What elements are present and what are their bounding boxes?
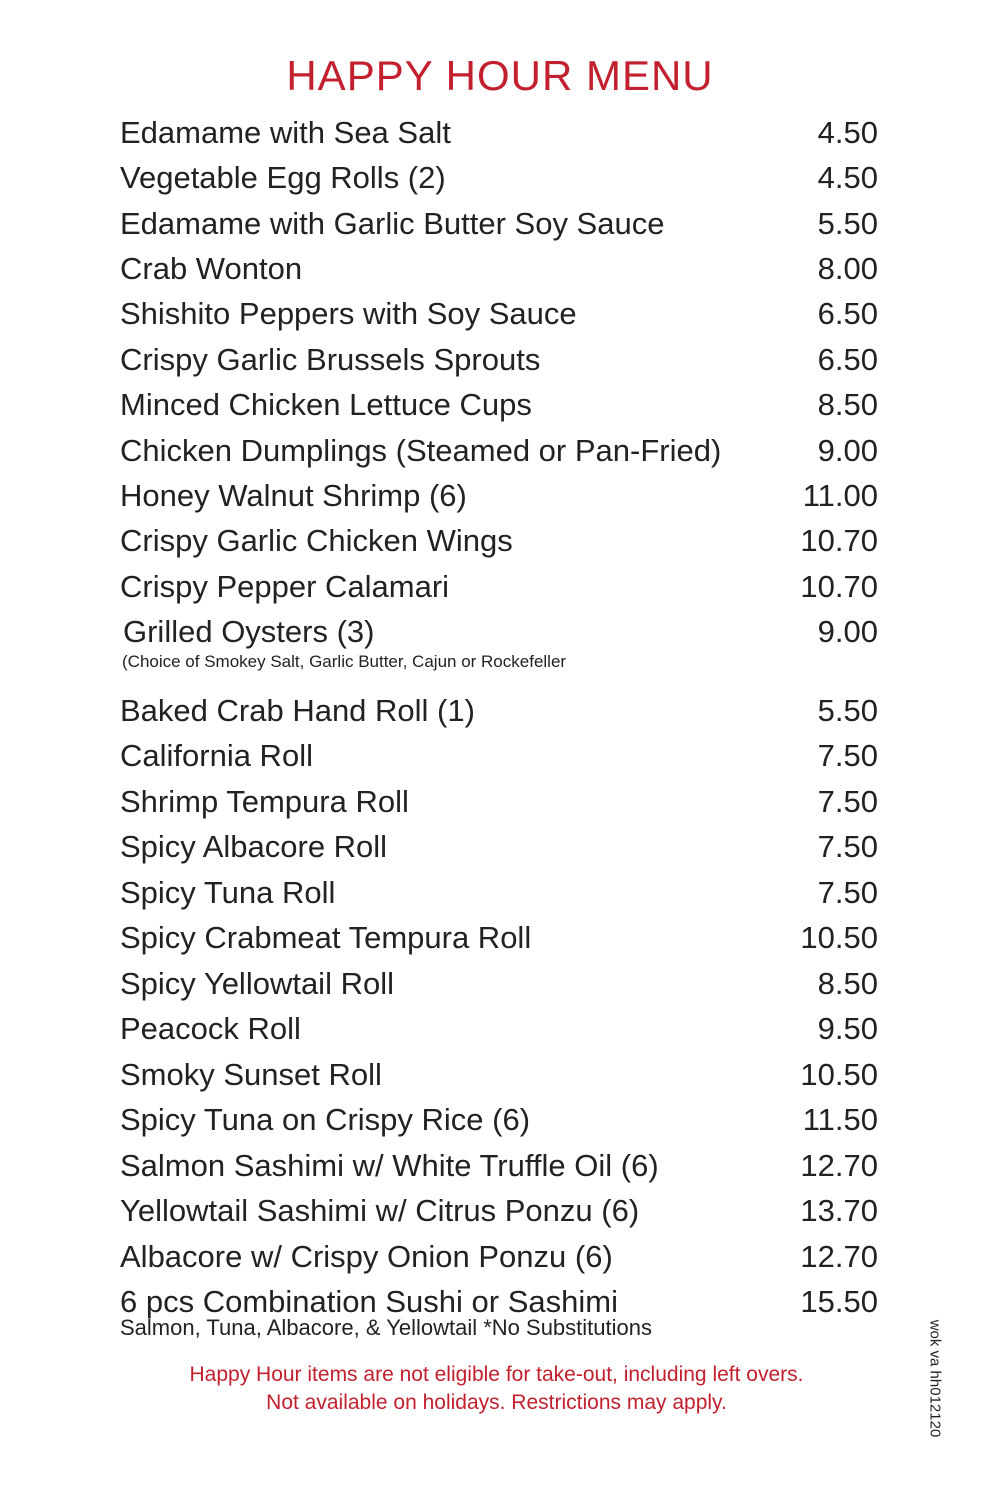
item-name: Spicy Tuna on Crispy Rice (6) xyxy=(120,1102,531,1137)
item-name: Shrimp Tempura Roll xyxy=(120,784,409,819)
menu-item xyxy=(120,382,880,427)
menu-item xyxy=(120,688,880,733)
item-name: Crispy Garlic Chicken Wings xyxy=(120,523,513,558)
item-name: Smoky Sunset Roll xyxy=(120,1057,382,1092)
item-price: 8.50 xyxy=(817,966,878,1001)
item-note: Salmon, Tuna, Albacore, & Yellowtail *No Substitutions xyxy=(120,1315,652,1340)
item-name: Crab Wonton xyxy=(120,251,303,286)
menu-item xyxy=(120,564,880,609)
item-name: Crispy Pepper Calamari xyxy=(120,569,450,604)
item-price: 15.50 xyxy=(800,1284,878,1319)
item-name: Spicy Crabmeat Tempura Roll xyxy=(120,920,532,955)
item-price: 4.50 xyxy=(817,160,878,195)
menu-item xyxy=(120,291,880,336)
item-price: 5.50 xyxy=(817,206,878,241)
item-name: Vegetable Egg Rolls (2) xyxy=(120,160,446,195)
menu-item xyxy=(120,1097,880,1142)
item-price: 13.70 xyxy=(800,1193,878,1228)
menu-item xyxy=(120,1006,880,1051)
item-price: 9.00 xyxy=(817,614,878,649)
footer-line: Not available on holidays. Restrictions may apply. xyxy=(266,1391,727,1414)
item-price: 4.50 xyxy=(817,115,878,150)
menu-item xyxy=(120,428,880,473)
item-name: Honey Walnut Shrimp (6) xyxy=(120,478,467,513)
item-name: Grilled Oysters (3) xyxy=(123,614,375,649)
menu-item xyxy=(120,609,880,671)
item-name: Peacock Roll xyxy=(120,1011,301,1046)
item-price: 7.50 xyxy=(817,738,878,773)
item-price: 11.50 xyxy=(802,1102,878,1137)
item-price: 12.70 xyxy=(800,1148,878,1183)
item-name: 6 pcs Combination Sushi or Sashimi xyxy=(120,1284,618,1319)
item-name: Spicy Yellowtail Roll xyxy=(120,966,394,1001)
menu-item xyxy=(120,915,880,960)
item-price: 7.50 xyxy=(817,829,878,864)
menu-item xyxy=(120,473,880,518)
menu-item xyxy=(120,110,880,155)
menu-item xyxy=(120,518,880,563)
item-name: Chicken Dumplings (Steamed or Pan-Fried) xyxy=(120,433,722,468)
menu-item xyxy=(120,733,880,778)
menu-item xyxy=(120,201,880,246)
item-price: 6.50 xyxy=(817,296,878,331)
menu-item xyxy=(120,1188,880,1233)
menu-item xyxy=(120,1143,880,1188)
item-price: 7.50 xyxy=(817,875,878,910)
item-name: California Roll xyxy=(120,738,313,773)
item-price: 10.50 xyxy=(800,920,878,955)
item-name: Spicy Tuna Roll xyxy=(120,875,336,910)
menu-item xyxy=(120,1234,880,1279)
item-price: 10.50 xyxy=(800,1057,878,1092)
item-price: 9.00 xyxy=(817,433,878,468)
item-note: (Choice of Smokey Salt, Garlic Butter, Cajun or Rockefeller xyxy=(122,652,567,671)
item-price: 8.00 xyxy=(817,251,878,286)
item-name: Baked Crab Hand Roll (1) xyxy=(120,693,475,728)
menu-item xyxy=(120,779,880,824)
menu-item xyxy=(120,246,880,291)
item-name: Yellowtail Sashimi w/ Citrus Ponzu (6) xyxy=(120,1193,640,1228)
item-name: Edamame with Garlic Butter Soy Sauce xyxy=(120,206,665,241)
print-code: wok va hh012120 xyxy=(926,1319,944,1438)
page-title: HAPPY HOUR MENU xyxy=(286,52,714,99)
menu-item xyxy=(120,1052,880,1097)
menu-item xyxy=(120,870,880,915)
item-name: Crispy Garlic Brussels Sprouts xyxy=(120,342,541,377)
item-price: 9.50 xyxy=(817,1011,878,1046)
item-name: Spicy Albacore Roll xyxy=(120,829,388,864)
item-price: 7.50 xyxy=(817,784,878,819)
menu-item xyxy=(120,337,880,382)
item-name: Minced Chicken Lettuce Cups xyxy=(120,387,532,422)
footer-disclaimer xyxy=(0,1361,993,1417)
item-price: 10.70 xyxy=(800,523,878,558)
footer-line: Happy Hour items are not eligible for take-out, including left overs. xyxy=(189,1363,804,1386)
item-price: 5.50 xyxy=(817,693,878,728)
item-name: Albacore w/ Crispy Onion Ponzu (6) xyxy=(120,1239,613,1274)
item-price: 11.00 xyxy=(802,478,878,513)
item-name: Shishito Peppers with Soy Sauce xyxy=(120,296,577,331)
item-name: Salmon Sashimi w/ White Truffle Oil (6) xyxy=(120,1148,659,1183)
item-price: 12.70 xyxy=(800,1239,878,1274)
item-name: Edamame with Sea Salt xyxy=(120,115,451,150)
menu-item xyxy=(120,1279,880,1340)
menu-item xyxy=(120,155,880,200)
item-price: 8.50 xyxy=(817,387,878,422)
item-price: 10.70 xyxy=(800,569,878,604)
menu-item xyxy=(120,961,880,1006)
menu-item xyxy=(120,824,880,869)
item-price: 6.50 xyxy=(817,342,878,377)
